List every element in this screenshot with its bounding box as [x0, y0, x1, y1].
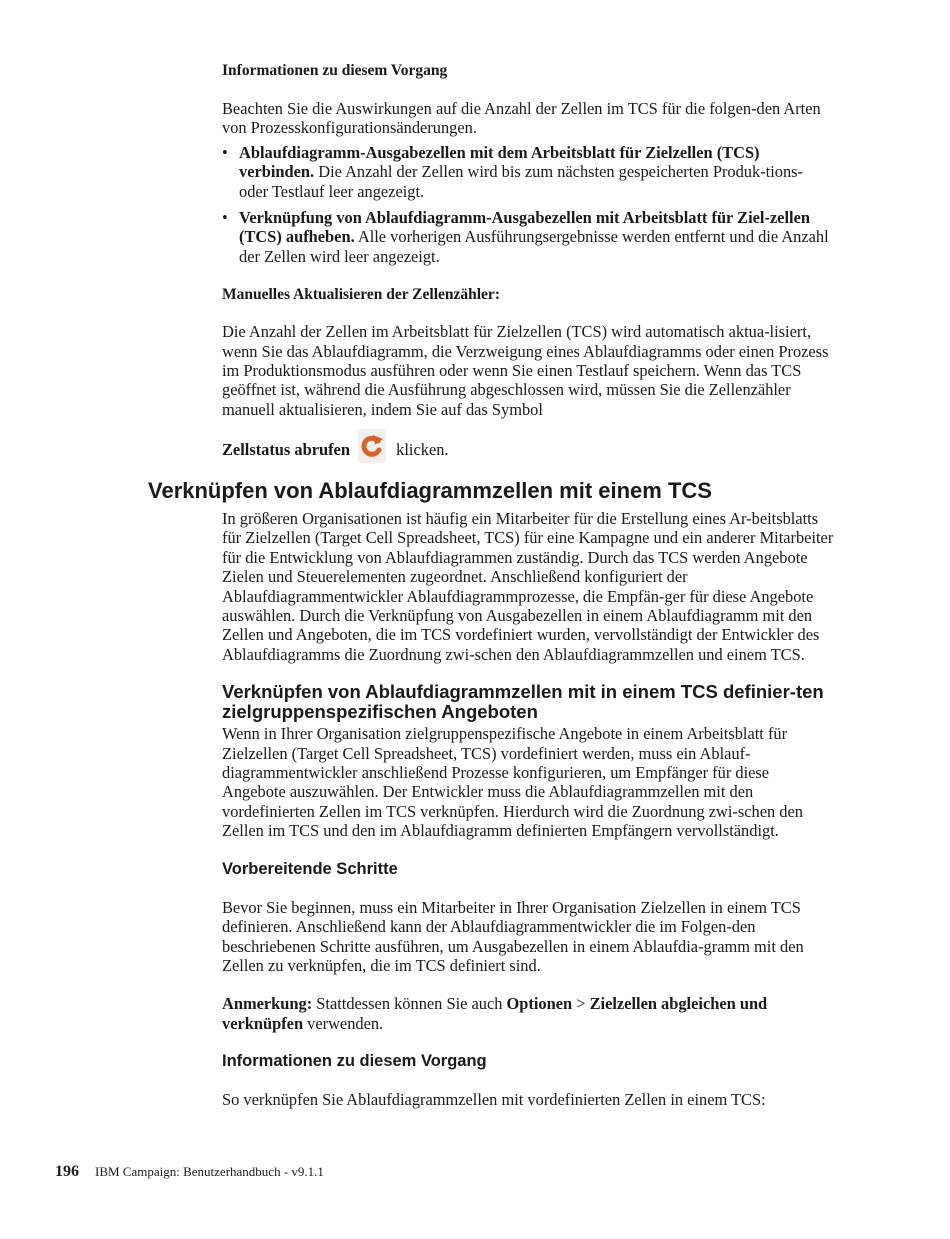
subsection-text: Wenn in Ihrer Organisation zielgruppenspezifische Angebote in einem Arbeitsblatt für Zielzellen (Target Cell Spreadsheet, TCS) vordefiniert werden, muss ein Ablauf-diagrammentwickler anschließend Prozesse konfigurieren, um Empfänger für diese Angebote auszuwählen. Der Entwickler muss die Ablaufdiagrammzellen mit den vordefinierten Zellen im TCS verknüpfen. Hierdurch wird die Zuordnung zwi-schen den Zellen im TCS und den im Ablaufdiagramm definierten Empfängern vervollständigt.: [222, 724, 803, 841]
book-title: IBM Campaign: Benutzerhandbuch - v9.1.1: [95, 1164, 324, 1179]
bullet-bold: Verknüpfung von Ablaufdiagramm-Ausgabezellen mit Arbeitsblatt für Ziel-zellen (TCS) aufheben.: [239, 208, 810, 247]
symbol-suffix: klicken.: [396, 440, 449, 460]
about-task-intro: Beachten Sie die Auswirkungen auf die Anzahl der Zellen im TCS für die folgen-den Arten von Prozesskonfigurationsänderungen.: [222, 99, 821, 138]
prep-heading: Vorbereitende Schritte: [222, 859, 398, 878]
note-menu: Optionen: [506, 994, 573, 1014]
manual-update-heading: Manuelles Aktualisieren der Zellenzähler:: [222, 286, 500, 304]
bullet-dot: •: [222, 142, 228, 162]
section-body: [222, 509, 834, 1110]
bullet-text: Alle vorherigen Ausführungsergebnisse werden entfernt und die Anzahl der Zellen wird leer angezeigt.: [239, 227, 829, 266]
about-task-block: [222, 61, 834, 468]
subsection-title: Verknüpfen von Ablaufdiagrammzellen mit in einem TCS definier-ten zielgruppenspezifischen Angeboten: [222, 681, 824, 723]
bullet-text: Die Anzahl der Zellen wird bis zum nächsten gespeicherten Produk-tions- oder Testlauf leer angezeigt.: [239, 162, 803, 201]
page-footer: [55, 1163, 324, 1181]
refresh-icon: [358, 429, 386, 467]
symbol-label: Zellstatus abrufen: [222, 440, 350, 460]
info-text: So verknüpfen Sie Ablaufdiagrammzellen mit vordefinierten Zellen in einem TCS:: [222, 1090, 766, 1110]
section-text: In größeren Organisationen ist häufig ein Mitarbeiter für die Erstellung eines Ar-beitsblatts für Zielzellen (Target Cell Spreadsheet, TCS) für eine Kampagne und ein anderer Mitarbeiter für die Entwicklung von Ablaufdiagrammen zuständig. Durch das TCS werden Angebote Zielen und Steuerelementen zugeordnet. Anschließend konfiguriert der Ablaufdiagrammentwickler Ablaufdiagrammprozesse, die Empfän-ger für diese Angebote auswählen. Durch die Verknüpfung von Ausgabezellen in einem Ablaufdiagramm mit den Zellen und Angeboten, die im TCS vordefiniert wurden, vervollständigt der Entwickler des Ablaufdiagramms die Zuordnung zwi-schen den Ablaufdiagrammzellen und einem TCS.: [222, 509, 834, 664]
about-task-heading: Informationen zu diesem Vorgang: [222, 62, 448, 79]
note-menu-item: Zielzellen abgleichen und verknüpfen: [222, 994, 768, 1033]
prep-text: Bevor Sie beginnen, muss ein Mitarbeiter in Ihrer Organisation Zielzellen in einem TCS definieren. Anschließend kann der Ablaufdiagrammentwickler die im Folgen-den beschriebenen Schritte ausführen, um Ausgabezellen in einem Ablaufdia-gramm mit den Zellen zu verknüpfen, die im TCS definiert sind.: [222, 897, 804, 975]
note-label: Anmerkung:: [222, 994, 313, 1014]
about-task-bullets: [222, 143, 834, 266]
note-text: Stattdessen können Sie auch: [312, 994, 507, 1014]
info-heading: Informationen zu diesem Vorgang: [222, 1052, 487, 1071]
bullet-item: [222, 208, 834, 266]
note-text-end: verwenden.: [303, 1013, 384, 1033]
symbol-line: [222, 429, 834, 467]
note-paragraph: [222, 994, 834, 1033]
page-number: 196: [55, 1163, 79, 1180]
bullet-bold: Ablaufdiagramm-Ausgabezellen mit dem Arbeitsblatt für Zielzellen (TCS) verbinden.: [239, 142, 760, 182]
bullet-dot: •: [222, 208, 228, 228]
manual-update-text: Die Anzahl der Zellen im Arbeitsblatt für Zielzellen (TCS) wird automatisch aktua-lisiert, wenn Sie das Ablaufdiagramm, die Verzweigung eines Ablaufdiagramms oder einen Prozess im Produktionsmodus ausführen oder wenn Sie einen Testlauf speichern. Wenn das TCS geöffnet ist, während die Ausführung abgeschlossen wird, müssen Sie die Zellenzähler manuell aktualisieren, indem Sie auf das Symbol: [222, 322, 829, 419]
section-title: Verknüpfen von Ablaufdiagrammzellen mit einem TCS: [148, 478, 712, 503]
bullet-item: [222, 143, 834, 201]
note-separator: >: [572, 994, 590, 1014]
